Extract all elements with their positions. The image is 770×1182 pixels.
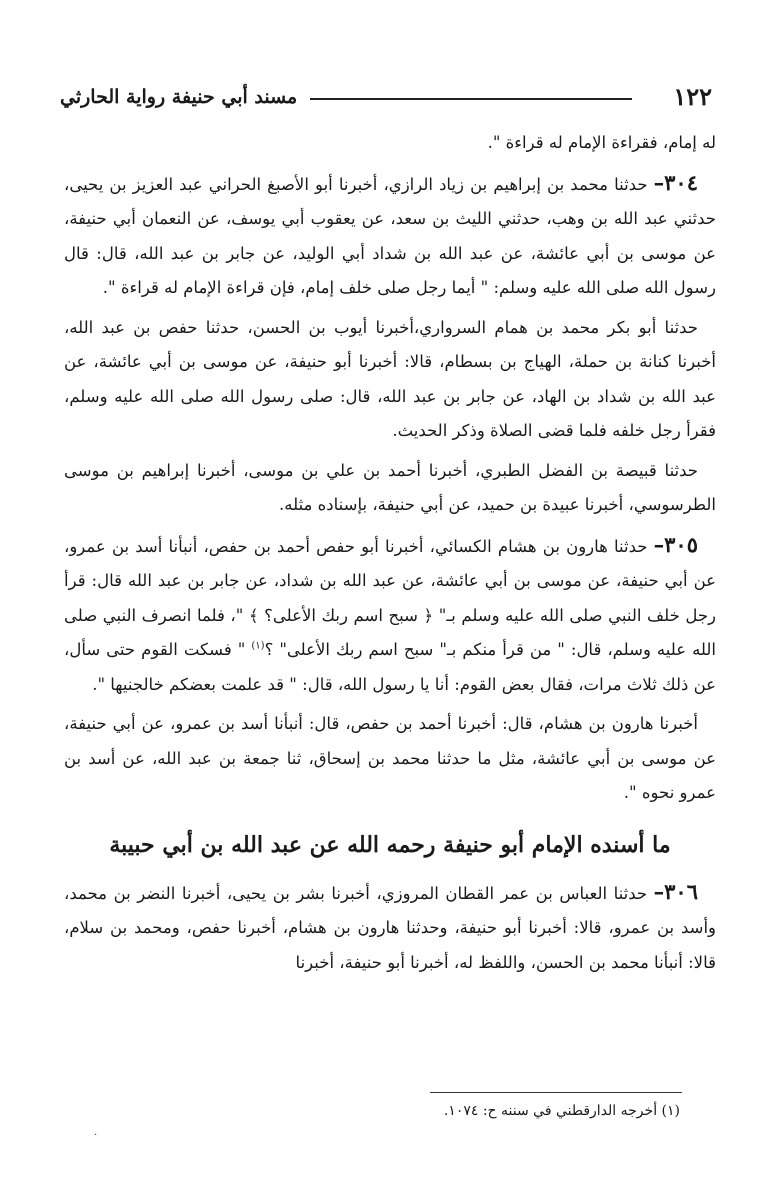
book-title: مسند أبي حنيفة رواية الحارثي	[60, 86, 298, 108]
hadith-text: حدثنا العباس بن عمر القطان المروزي، أخبرنا بشر بن يحيى، أخبرنا النضر بن محمد، وأسد بن عمرو، قالا: أخبرنا أبو حنيفة، وحدثنا هارون بن هشام، أخبرنا حفص، ومحمد بن سلام، قالا: أنبأنا محمد بن الحسن، واللفظ له، أخبرنا أبو حنيفة، أخبرنا	[64, 883, 716, 972]
main-text	[64, 126, 716, 980]
hadith-305	[64, 528, 716, 703]
hadith-text: حدثنا هارون بن هشام الكسائي، أخبرنا أبو حفص أحمد بن حفص، أنبأنا أسد بن عمرو، عن أبي حنيفة، عن موسى بن أبي عائشة، عن عبد الله بن شداد، عن جابر بن عبد الله قال: قرأ رجل خلف النبي صلى الله عليه وسلم بـ" ﴿ سبح اسم ربك الأعلى؟ ﴾ "، فلما انصرف النبي صلى الله عليه وسلم، قال: " من قرأ منكم بـ" سبح اسم ربك الأعلى" ؟	[64, 536, 717, 659]
hadith-text: حدثنا محمد بن إبراهيم بن زياد الرازي، أخبرنا أبو الأصبغ الحراني عبد العزيز بن يحيى، حدثني عبد الله بن وهب، حدثني الليث بن سعد، عن يعقوب أبي يوسف، عن النعمان أبي حنيفة، عن موسى بن أبي عائشة، عن عبد الله بن شداد أبي الوليد، عن جابر بن عبد الله، قال: قال رسول الله صلى الله عليه وسلم: " أيما رجل صلى خلف إمام، فإن قراءة الإمام له قراءة ".	[64, 174, 716, 297]
paragraph-text: أخبرنا هارون بن هشام، قال: أخبرنا أحمد بن حفص، قال: أنبأنا أسد بن عمرو، عن أبي حنيفة، عن موسى بن أبي عائشة، مثل ما حدثنا محمد بن إسحاق، ثنا جمعة بن عبد الله، عن أسد بن عمرو نحوه ".	[64, 714, 716, 802]
section-heading: ما أسنده الإمام أبو حنيفة رحمه الله عن عبد الله بن أبي حبيبة	[109, 831, 671, 858]
paragraph-chain-3	[64, 707, 716, 811]
hadith-306	[64, 875, 716, 981]
page-number: ١٢٢	[673, 82, 712, 111]
hadith-text-cont: " فسكت القوم حتى سأل، عن ذلك ثلاث مرات، فقال بعض القوم: أنا يا رسول الله، قال: " قد علمت بعضكم خالجنيها ".	[64, 640, 716, 694]
paragraph-continuation	[64, 126, 716, 161]
hadith-304	[64, 166, 716, 306]
paragraph-text: حدثنا قبيصة بن الفضل الطبري، أخبرنا أحمد بن علي بن موسى، أخبرنا إبراهيم بن موسى الطرسوسي، أخبرنا عبيدة بن حميد، عن أبي حنيفة، بإسناده مثله.	[64, 460, 716, 514]
footnote: (١) أخرجه الدارقطني في سننه ح: ١٠٧٤.	[443, 1103, 680, 1119]
paragraph-text: حدثنا أبو بكر محمد بن همام السرواري،أخبرنا أيوب بن الحسن، حدثنا حفص بن عبد الله، أخبرنا كنانة بن حملة، الهياج بن بسطام، قالا: أخبرنا أبو حنيفة، عن موسى بن أبي عائشة، عن عبد الله بن شداد بن الهاد، عن جابر بن عبد الله، قال: صلى رسول الله صلى الله عليه وسلم، فقرأ رجل خلفه فلما قضى الصلاة وذكر الحديث.	[64, 317, 716, 440]
stray-mark: ·	[94, 1130, 98, 1141]
footnote-marker: (١)	[251, 640, 265, 652]
header-rule	[310, 98, 632, 100]
hadith-number: ٣٠٦–	[653, 878, 698, 904]
paragraph-chain-1	[64, 311, 716, 449]
paragraph-text: له إمام، فقراءة الإمام له قراءة ".	[487, 133, 716, 152]
hadith-number: ٣٠٤–	[653, 169, 698, 195]
paragraph-chain-2	[64, 454, 716, 523]
hadith-number: ٣٠٥–	[653, 531, 698, 557]
page-header	[60, 82, 712, 122]
footnote-rule	[430, 1092, 682, 1093]
